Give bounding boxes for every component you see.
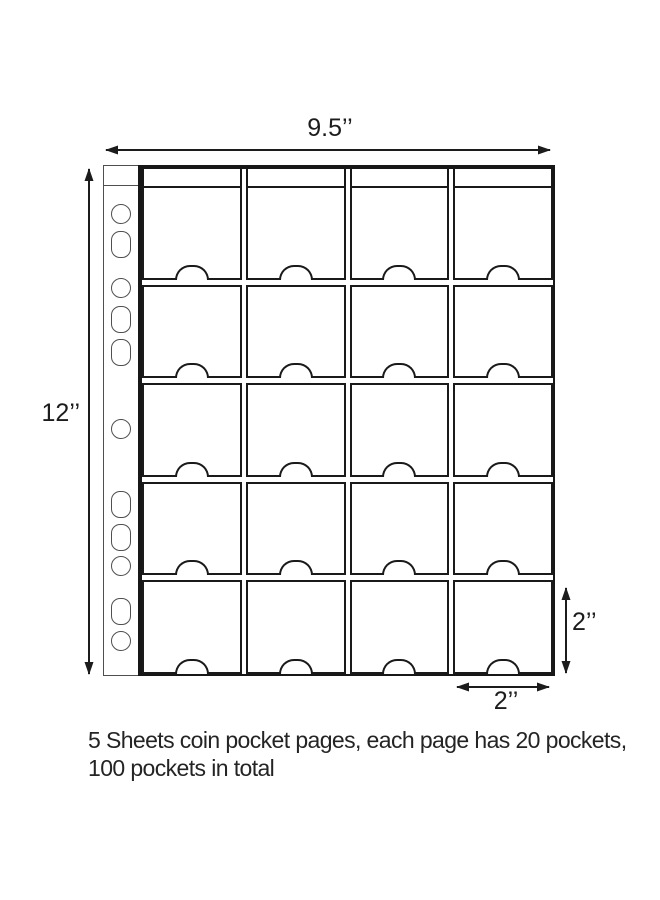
coin-notch [175, 363, 209, 378]
pocket-cell [453, 186, 553, 280]
coin-notch [486, 659, 520, 674]
pocket-cell [350, 285, 450, 379]
pocket-cell [142, 186, 242, 280]
coin-notch [279, 659, 313, 674]
pocket-cell [246, 383, 346, 477]
total-height-label: 12’’ [41, 399, 80, 427]
binder-hole-circle [111, 631, 131, 651]
binder-hole-circle [111, 419, 131, 439]
binder-hole-circle [111, 556, 131, 576]
top-flap [246, 169, 346, 186]
binder-hole-circle [111, 278, 131, 298]
pocket-width-label: 2’’ [493, 687, 519, 715]
coin-notch [175, 265, 209, 280]
pocket-grid [138, 165, 555, 676]
pocket-height-label: 2’’ [572, 608, 597, 636]
coin-notch [486, 265, 520, 280]
coin-notch [382, 659, 416, 674]
coin-notch [382, 462, 416, 477]
binder-hole-slot [111, 491, 131, 518]
caption-line-1: 5 Sheets coin pocket pages, each page has 20 pockets, [88, 727, 627, 753]
pocket-cell [246, 186, 346, 280]
binder-hole-slot [111, 524, 131, 551]
pocket-column [453, 169, 553, 674]
pocket-cell [453, 482, 553, 576]
pocket-cell [350, 580, 450, 674]
pocket-column [142, 169, 242, 674]
coin-notch [175, 659, 209, 674]
pocket-cell [142, 482, 242, 576]
binder-hole-slot [111, 231, 131, 258]
pocket-column [246, 169, 346, 674]
pocket-cell [246, 580, 346, 674]
binder-hole-circle [111, 204, 131, 224]
caption [88, 726, 648, 782]
pocket-cell [453, 285, 553, 379]
pocket-cell [453, 383, 553, 477]
pocket-cell [350, 186, 450, 280]
pocket-column [350, 169, 450, 674]
pocket-cell [350, 383, 450, 477]
coin-notch [382, 265, 416, 280]
caption-line-2: 100 pockets in total [88, 755, 275, 781]
top-flap [350, 169, 450, 186]
coin-notch [279, 363, 313, 378]
pocket-cell [142, 580, 242, 674]
coin-notch [486, 462, 520, 477]
pocket-cell [142, 383, 242, 477]
pocket-cell [350, 482, 450, 576]
coin-notch [279, 462, 313, 477]
coin-notch [382, 560, 416, 575]
binder-hole-slot [111, 306, 131, 333]
binder-strip [103, 165, 139, 676]
total-width-label: 9.5’’ [307, 114, 353, 142]
coin-notch [382, 363, 416, 378]
pocket-cell [246, 285, 346, 379]
top-flap [453, 169, 553, 186]
coin-notch [175, 462, 209, 477]
pocket-cell [453, 580, 553, 674]
coin-notch [175, 560, 209, 575]
binder-hole-slot [111, 339, 131, 366]
coin-notch [486, 560, 520, 575]
coin-notch [279, 560, 313, 575]
coin-notch [279, 265, 313, 280]
pocket-cell [246, 482, 346, 576]
coin-pocket-page [103, 165, 555, 676]
pocket-cell [142, 285, 242, 379]
binder-hole-slot [111, 598, 131, 625]
coin-notch [486, 363, 520, 378]
top-flap [142, 169, 242, 186]
binder-strip-top-line [104, 185, 138, 186]
